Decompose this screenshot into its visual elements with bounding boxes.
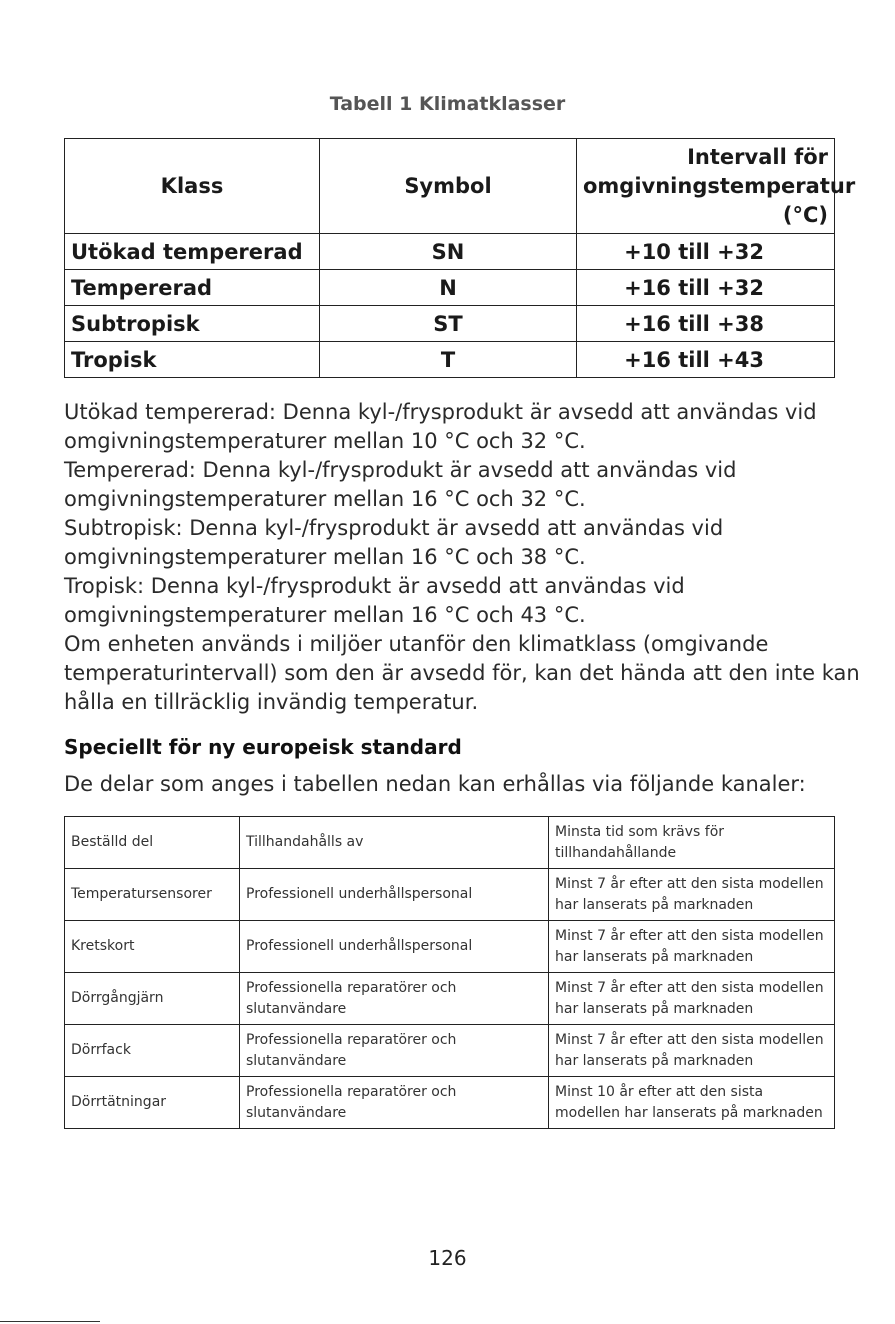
part-provider: Professionell underhållspersonal — [240, 869, 549, 921]
part-provider: Professionell underhållspersonal — [240, 921, 549, 973]
class-name: Utökad tempererad — [65, 234, 320, 270]
class-name: Tropisk — [65, 342, 320, 378]
table-row — [65, 921, 835, 973]
class-interval: +10 till +32 — [577, 234, 835, 270]
paragraph: Tropisk: Denna kyl-/frysprodukt är avsedd att användas vid omgivningstemperaturer mellan 16 °C och 43 °C. — [64, 574, 685, 627]
part-min-time: Minst 7 år efter att den sista modellen har lanserats på marknaden — [549, 973, 835, 1025]
table-row — [65, 869, 835, 921]
part-provider: Professionella reparatörer och slutanvändare — [240, 1077, 549, 1129]
climate-class-table — [64, 138, 856, 378]
part-provider: Professionella reparatörer och slutanvändare — [240, 973, 549, 1025]
part-min-time: Minst 7 år efter att den sista modellen har lanserats på marknaden — [549, 1025, 835, 1077]
section-heading: Speciellt för ny europeisk standard — [64, 735, 462, 759]
part-provider: Professionella reparatörer och slutanvändare — [240, 1025, 549, 1077]
paragraph: Subtropisk: Denna kyl-/frysprodukt är avsedd att användas vid omgivningstemperaturer mellan 16 °C och 38 °C. — [64, 516, 724, 569]
paragraph: Om enheten används i miljöer utanför den klimatklass (omgivande temperaturintervall) som den är avsedd för, kan det hända att den inte kan hålla en tillräcklig invändig temperatur. — [64, 632, 860, 714]
table-row — [65, 342, 835, 378]
class-name: Tempererad — [65, 270, 320, 306]
part-name: Dörrtätningar — [65, 1077, 240, 1129]
intro-text: De delar som anges i tabellen nedan kan erhållas via följande kanaler: — [64, 772, 806, 796]
class-symbol: N — [320, 270, 577, 306]
paragraph: Utökad tempererad: Denna kyl-/frysprodukt är avsedd att användas vid omgivningstemperaturer mellan 10 °C och 32 °C. — [64, 400, 817, 453]
paragraph: Tempererad: Denna kyl-/frysprodukt är avsedd att användas vid omgivningstemperaturer mellan 16 °C och 32 °C. — [64, 458, 737, 511]
class-symbol: ST — [320, 306, 577, 342]
class-name: Subtropisk — [65, 306, 320, 342]
table-row — [65, 306, 835, 342]
page-number: 126 — [428, 1246, 467, 1270]
header-symbol: Symbol — [320, 139, 577, 234]
table-header-row — [65, 139, 835, 234]
table-row — [65, 234, 835, 270]
header-interval: Intervall för omgivningstemperatur (°C) — [577, 139, 835, 234]
spare-parts-table — [64, 816, 835, 1129]
part-name: Dörrgångjärn — [65, 973, 240, 1025]
header-provider: Tillhandahålls av — [240, 817, 549, 869]
part-min-time: Minst 7 år efter att den sista modellen har lanserats på marknaden — [549, 921, 835, 973]
header-part: Beställd del — [65, 817, 240, 869]
footer-rule — [0, 1321, 100, 1322]
header-min-time: Minsta tid som krävs för tillhandahållande — [549, 817, 835, 869]
part-name: Dörrfack — [65, 1025, 240, 1077]
table-row — [65, 1025, 835, 1077]
class-symbol: SN — [320, 234, 577, 270]
table-caption: Tabell 1 Klimatklasser — [329, 93, 566, 115]
class-symbol: T — [320, 342, 577, 378]
climate-description — [64, 398, 864, 717]
part-min-time: Minst 7 år efter att den sista modellen har lanserats på marknaden — [549, 869, 835, 921]
table-row — [65, 270, 835, 306]
class-interval: +16 till +38 — [577, 306, 835, 342]
class-interval: +16 till +43 — [577, 342, 835, 378]
part-name: Kretskort — [65, 921, 240, 973]
header-klass: Klass — [65, 139, 320, 234]
part-name: Temperatursensorer — [65, 869, 240, 921]
table-row — [65, 1077, 835, 1129]
class-interval: +16 till +32 — [577, 270, 835, 306]
table-row — [65, 973, 835, 1025]
table-header-row — [65, 817, 835, 869]
part-min-time: Minst 10 år efter att den sista modellen har lanserats på marknaden — [549, 1077, 835, 1129]
